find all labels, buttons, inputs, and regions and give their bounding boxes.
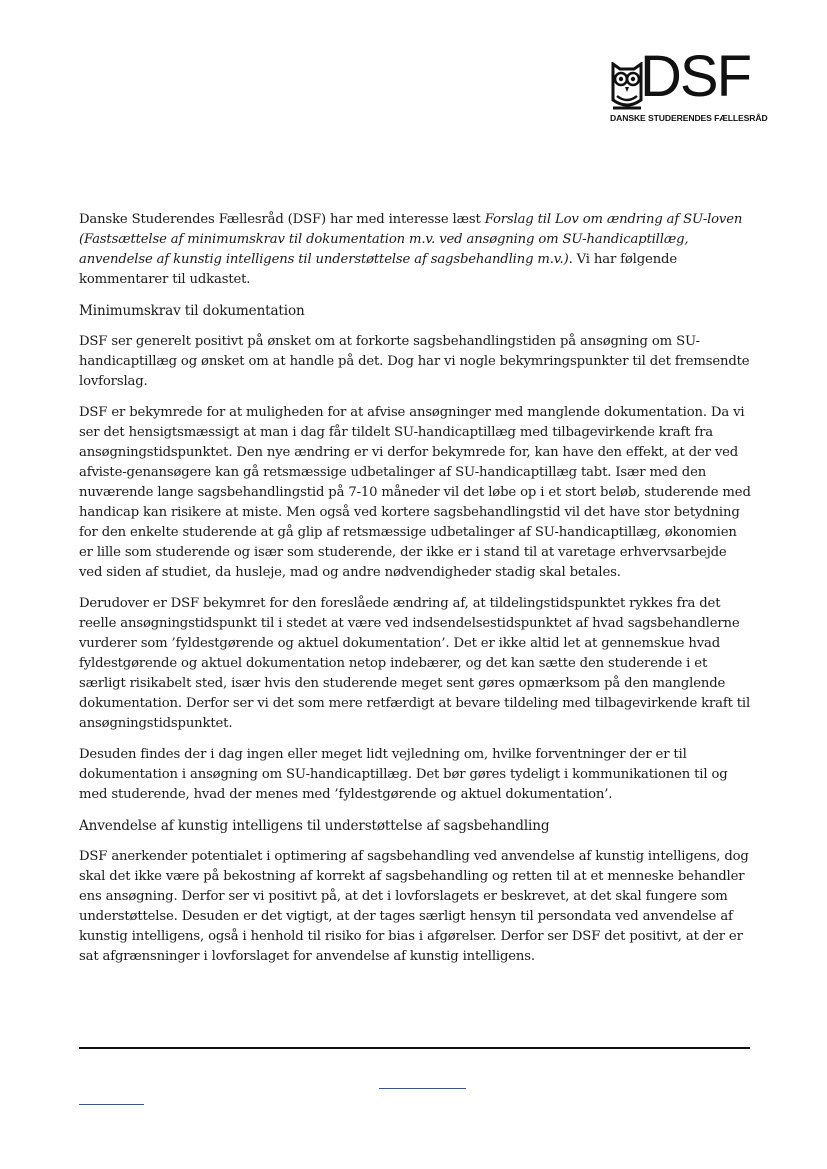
body-paragraph: DSF er bekymrede for at muligheden for at afvise ansøgninger med manglende dokumentation. Da vi ser det hensigtsmæssigt at man i dag får tildelt SU-handicaptillæg med tilbagevirkende kraft fra ansøgningstidspunktet. Den nye ændring er vi derfor bekymrede for, kan have den effekt, at der ved afviste-genansøgere kan gå retsmæssige udbetalinger af SU-handicaptillæg tabt. Især med den nuværende lange sagsbehandlingstid på 7-10 måneder vil det løbe op i et stort beløb, studerende med handicap kan risikere at miste. Men også ved kortere sagsbehandlingstid vil det have stor betydning for den enkelte studerende at gå glip af retsmæssige udbetalinger af SU-handicaptillæg, økonomien er lille som studerende og især som studerende, der ikke er i stand til at varetage erhvervsarbejde ved siden af studiet, da husleje, mad og andre nødvendigheder stadig skal betales.: [79, 405, 751, 580]
body-paragraph: DSF ser generelt positivt på ønsket om at forkorte sagsbehandlingstiden på ansøgning om SU-handicaptillæg og ønsket om at handle på det. Dog har vi nogle bekymringspunkter til det fremsendte lovforslag.: [79, 334, 750, 389]
intro-paragraph: [79, 210, 751, 290]
footer-link-underline[interactable]: [79, 1104, 144, 1105]
footer-link-underline[interactable]: [379, 1088, 466, 1089]
logo-wordmark: DSF: [640, 44, 750, 109]
section-heading-ai: Anvendelse af kunstig intelligens til understøttelse af sagsbehandling: [79, 818, 550, 834]
dsf-logo: [610, 44, 768, 126]
footer-divider: [79, 1047, 750, 1049]
body-paragraph: DSF anerkender potentialet i optimering af sagsbehandling ved anvendelse af kunstig intelligens, dog skal det ikke være på bekostning af korrekt af sagsbehandling og retten til at et menneske behandler ens ansøgning. Derfor ser vi positivt på, at det i lovforslagets er beskrevet, at det skal fungere som understøttelse. Desuden er det vigtigt, at der tages særligt hensyn til persondata ved anvendelse af kunstig intelligens, også i henhold til risiko for bias i afgørelser. Derfor ser DSF det positivt, at der er sat afgrænsninger i lovforslaget for anvendelse af kunstig intelligens.: [79, 849, 749, 964]
intro-text-end: . Vi har følgende kommentarer til udkastet.: [79, 252, 677, 287]
owl-icon: [610, 62, 644, 112]
intro-text: Danske Studerendes Fællesråd (DSF) har med interesse læst: [79, 212, 485, 227]
body-paragraph: Desuden findes der i dag ingen eller meget lidt vejledning om, hvilke forventninger der er til dokumentation i ansøgning om SU-handicaptillæg. Det bør gøres tydeligt i kommunikationen til og med studerende, hvad der menes med ’fyldestgørende og aktuel dokumentation’.: [79, 747, 728, 802]
bill-title: Forslag til Lov om ændring af SU-loven (Fastsættelse af minimumskrav til dokumentation m.v. ved ansøgning om SU-handicaptillæg, anvendelse af kunstig intelligens til understøttelse af sagsbehandling m.v.): [79, 212, 743, 267]
body-paragraph: Derudover er DSF bekymret for den foreslåede ændring af, at tildelingstidspunktet rykkes fra det reelle ansøgningstidspunkt til i stedet at være ved indsendelsestidspunktet af hvad sagsbehandlerne vurderer som ’fyldestgørende og aktuel dokumentation’. Det er ikke altid let at gennemskue hvad fyldestgørende og aktuel dokumentation netop indebærer, og det kan sætte den studerende i et særligt risikabelt sted, især hvis den studerende meget sent gøres opmærksom på den manglende dokumentation. Derfor ser vi det som mere retfærdigt at bevare tildeling med tilbagevirkende kraft til ansøgningstidspunktet.: [79, 596, 751, 731]
logo-subtitle: DANSKE STUDERENDES FÆLLESRÅD: [610, 113, 768, 123]
document-body: [79, 210, 751, 978]
section-heading-documentation: Minimumskrav til dokumentation: [79, 303, 305, 319]
